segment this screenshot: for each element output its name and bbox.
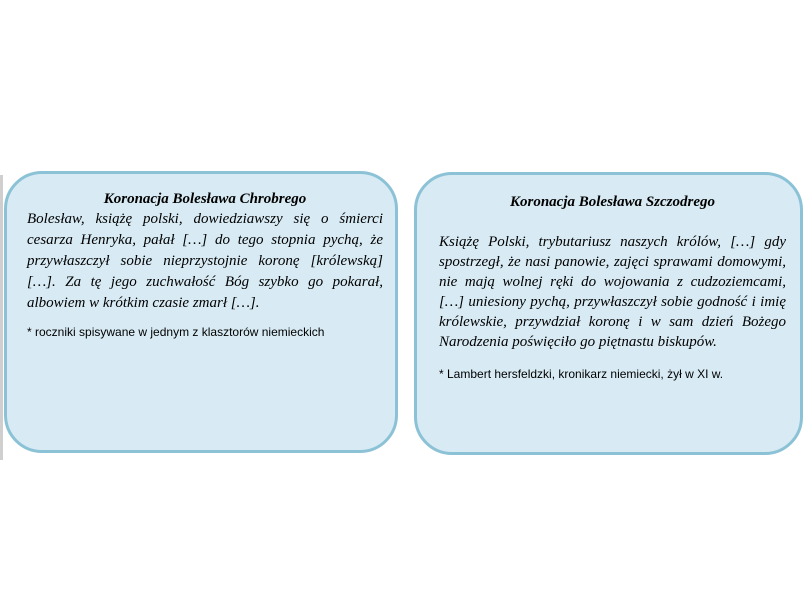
left-edge-line (0, 175, 3, 460)
source-quote: Książę Polski, trybutariusz naszych królów, […] gdy spostrzegł, że nasi panowie, zajęci sprawami domowymi, nie mają wolnej ręki do wojowania z cudzoziemcami, […] uniesiony pychą, przywłaszczył sobie godność i imię królewskie, przywdział koronę i w sam dzień Bożego Narodzenia poświęciło go piętnastu biskupów. (439, 234, 786, 350)
source-note: * roczniki spisywane w jednym z klasztorów niemieckich (27, 325, 325, 339)
source-card-szczodry (414, 172, 803, 455)
source-quote: Bolesław, książę polski, dowiedziawszy się o śmierci cesarza Henryka, pałał […] do tego stopnia pychą, że przywłaszczył sobie nieprzystojnie koronę [królewską] […]. Za tę jego zuchwałość Bóg szybko go pokarał, albowiem w krótkim czasie zmarł […]. (27, 211, 383, 311)
source-card-chrobry (4, 171, 398, 453)
card-title: Koronacja Bolesława Szczodrego (509, 194, 716, 210)
source-note: * Lambert hersfeldzki, kronikarz niemiecki, żył w XI w. (439, 367, 724, 381)
card-title: Koronacja Bolesława Chrobrego (103, 191, 307, 207)
